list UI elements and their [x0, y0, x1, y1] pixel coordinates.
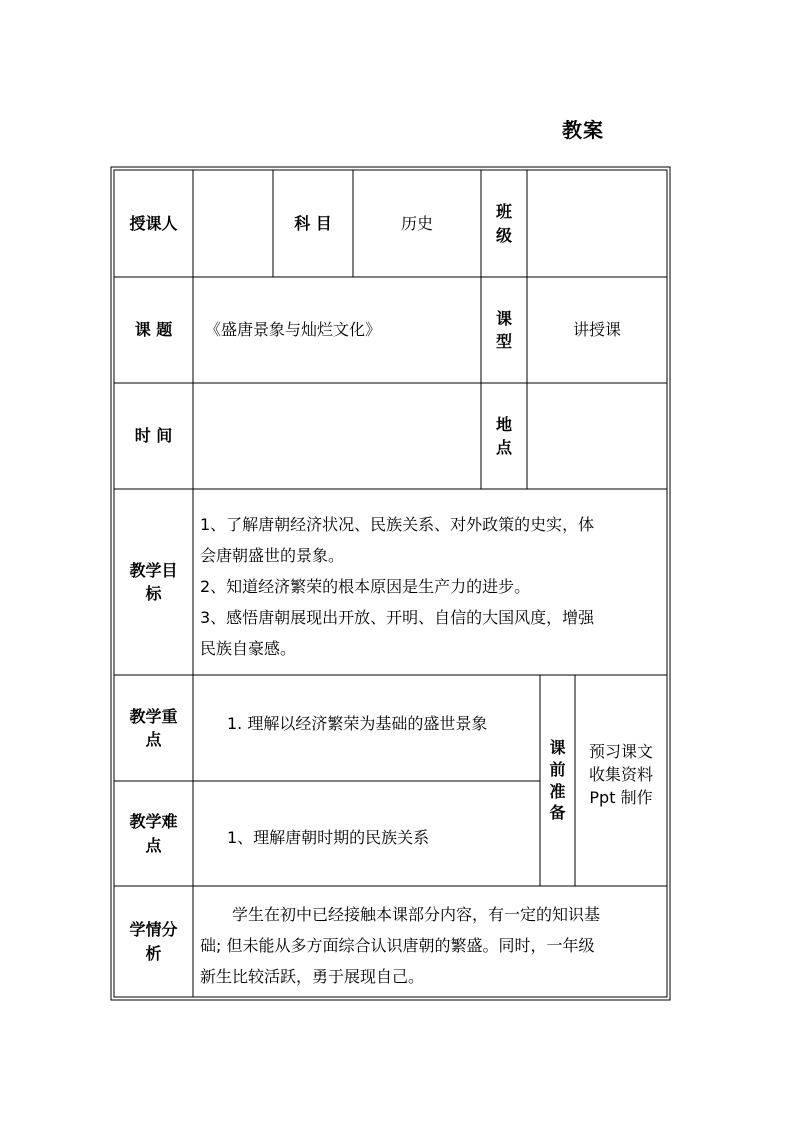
- objective-line: 会唐朝盛世的景象。: [200, 546, 345, 565]
- analysis-label: [114, 886, 193, 997]
- analysis-text: [200, 899, 662, 992]
- lesson-type-label-char-1: 课: [495, 308, 512, 328]
- place-label-char-1: 地: [495, 414, 512, 434]
- preparation-item: 预习课文: [588, 741, 653, 761]
- analysis-label-line-1: 学情分: [129, 920, 178, 940]
- difficulties-label-line-2: 点: [145, 835, 162, 855]
- objectives-label: [114, 489, 193, 675]
- objectives-label-line-2: 标: [145, 584, 162, 603]
- teacher-value[interactable]: [193, 170, 273, 277]
- place-label: [481, 383, 527, 489]
- preparation-label-char: 课: [549, 738, 566, 758]
- preparation-item: 收集资料: [588, 764, 653, 784]
- analysis-label-line-2: 析: [145, 943, 162, 963]
- preparation-label: [540, 675, 575, 886]
- objectives-text: [200, 509, 662, 664]
- subject-label: 科 目: [294, 213, 332, 233]
- preparation-label-char: 前: [549, 759, 566, 779]
- class-label-char-1: 班: [495, 202, 512, 222]
- lesson-type-label: [481, 277, 527, 383]
- lesson-type-label-char-2: 型: [495, 332, 512, 351]
- analysis-line: 础; 但未能从多方面综合认识唐朝的繁盛。同时，一年级: [200, 936, 595, 955]
- class-label-char-2: 级: [495, 225, 512, 245]
- difficulties-label-line-1: 教学难: [129, 812, 178, 832]
- topic-value[interactable]: 《盛唐景象与灿烂文化》: [205, 320, 382, 339]
- document-title: 教案: [562, 118, 604, 142]
- key-points-label: [114, 675, 193, 781]
- time-value[interactable]: [193, 383, 481, 489]
- analysis-line: 学生在初中已经接触本课部分内容，有一定的知识基: [232, 905, 601, 924]
- difficulties-label: [114, 781, 193, 886]
- key-points-value[interactable]: 1. 理解以经济繁荣为基础的盛世景象: [227, 714, 488, 733]
- objective-line: 民族自豪感。: [200, 639, 297, 658]
- place-label-char-2: 点: [495, 438, 512, 457]
- objective-line: 2、知道经济繁荣的根本原因是生产力的进步。: [200, 577, 531, 596]
- class-label: [481, 170, 527, 277]
- lesson-type-value[interactable]: 讲授课: [572, 320, 621, 339]
- class-value[interactable]: [527, 170, 667, 277]
- preparation-label-char: 准: [549, 781, 566, 801]
- time-label: 时 间: [134, 426, 173, 445]
- preparation-item: Ppt 制作: [589, 788, 653, 808]
- topic-label: 课 题: [134, 320, 173, 339]
- key-points-label-line-2: 点: [145, 730, 162, 749]
- subject-value[interactable]: 历史: [400, 213, 433, 233]
- difficulties-value[interactable]: 1、理解唐朝时期的民族关系: [227, 827, 430, 847]
- key-points-label-line-1: 教学重: [129, 706, 178, 726]
- objective-line: 1、了解唐朝经济状况、民族关系、对外政策的史实，体: [200, 515, 595, 534]
- teacher-label: 授课人: [129, 213, 178, 233]
- objective-line: 3、感悟唐朝展现出开放、开明、自信的大国风度，增强: [200, 608, 595, 627]
- place-value[interactable]: [527, 383, 667, 489]
- preparation-items: [575, 675, 667, 886]
- analysis-line: 新生比较活跃，勇于展现自己。: [200, 967, 425, 986]
- preparation-label-char: 备: [549, 803, 566, 823]
- objectives-label-line-1: 教学目: [129, 560, 178, 580]
